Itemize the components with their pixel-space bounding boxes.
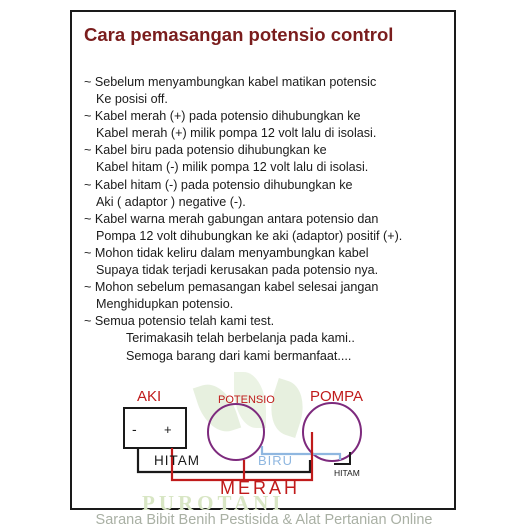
instruction-card: [70, 10, 456, 515]
biru-label: BIRU: [258, 453, 294, 468]
potensio-circle: [208, 404, 264, 460]
instruction-line: ~ Mohon tidak keliru dalam menyambungkan kabel: [84, 245, 369, 260]
instruction-line: ~ Mohon sebelum pemasangan kabel selesai jangan: [84, 280, 379, 295]
minus-sign: -: [132, 421, 137, 437]
instruction-line: ~ Kabel warna merah gabungan antara potensio dan: [84, 211, 379, 226]
instruction-line: Aki ( adaptor ) negative (-).: [96, 194, 246, 209]
instruction-line: Supaya tidak terjadi kerusakan pada potensio nya.: [96, 263, 379, 278]
aki-label: AKI: [137, 388, 162, 405]
instruction-line: Kabel merah (+) milik pompa 12 volt lalu di isolasi.: [96, 126, 377, 141]
plus-sign: +: [164, 422, 172, 437]
instruction-line: ~ Semua potensio telah kami test.: [84, 314, 275, 329]
instruction-list: [84, 74, 450, 365]
merah-label: MERAH: [220, 478, 301, 498]
instruction-line: ~ Kabel hitam (-) pada potensio dihubungkan ke: [84, 177, 353, 192]
pompa-label: POMPA: [310, 388, 364, 405]
instruction-line: Kabel hitam (-) milik pompa 12 volt lalu di isolasi.: [96, 160, 369, 175]
instruction-line: Menghidupkan potensio.: [96, 297, 234, 312]
instruction-line: Pompa 12 volt dihubungkan ke aki (adaptor) positif (+).: [96, 228, 403, 243]
hitam-small-label: HITAM: [334, 468, 360, 478]
instruction-line: ~ Sebelum menyambungkan kabel matikan potensic: [84, 75, 377, 89]
footer-tagline: Sarana Bibit Benih Pestisida & Alat Pertanian Online: [95, 512, 433, 528]
instruction-line: ~ Kabel biru pada potensio dihubungkan ke: [84, 143, 327, 158]
instruction-line: ~ Kabel merah (+) pada potensio dihubungkan ke: [84, 109, 361, 124]
wiring-diagram: [72, 372, 458, 515]
watermark-brand: PUROTANI: [142, 491, 285, 515]
card-title: Cara pemasangan potensio control: [84, 24, 394, 45]
instruction-line: Terimakasih telah berbelanja pada kami..: [126, 331, 355, 346]
potensio-label: POTENSIO: [218, 394, 275, 406]
instruction-line: Ke posisi off.: [96, 92, 168, 107]
instruction-line: Semoga barang dari kami bermanfaat....: [126, 348, 352, 363]
hitam-label: HITAM: [154, 453, 200, 468]
